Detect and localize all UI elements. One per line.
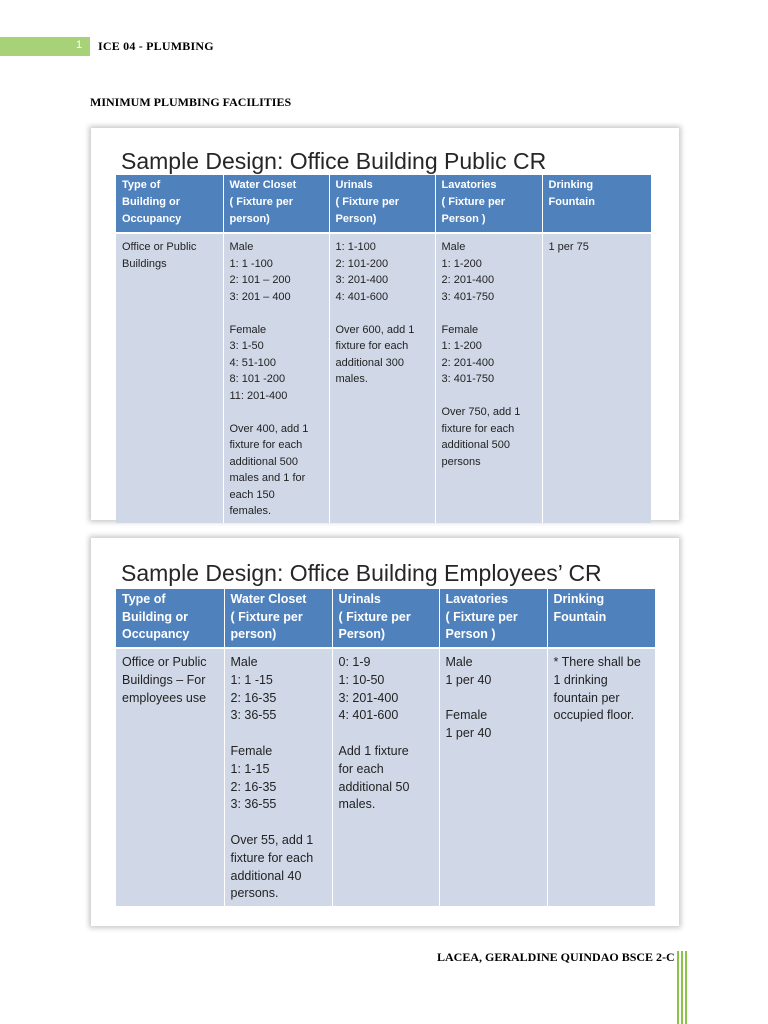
cell-lavatories: Male 1: 1-200 2: 201-400 3: 401-750 Female 1: 1-200 2: 201-400 3: 401-750 Over 750, add 1 fixture for each additional 500 persons	[435, 233, 542, 523]
cell-lavatories: Male 1 per 40 Female 1 per 40	[439, 648, 547, 906]
column-header-drinking-fountain: Drinking Fountain	[542, 175, 651, 233]
table-row	[116, 648, 655, 906]
slide-title: Sample Design: Office Building Public CR	[121, 148, 547, 174]
footer-divider	[681, 951, 683, 1024]
cell-water-closet: Male 1: 1 -100 2: 101 – 200 3: 201 – 400 Female 3: 1-50 4: 51-100 8: 101 -200 11: 201-400 Over 400, add 1 fixture for each additional 500 males and 1 for each 150 females.	[223, 233, 329, 523]
document-header-title: ICE 04 - PLUMBING	[98, 39, 214, 53]
cell-occupancy: Office or Public Buildings – For employees use	[116, 648, 224, 906]
cell-drinking-fountain: 1 per 75	[542, 233, 651, 523]
cell-urinals: 0: 1-9 1: 10-50 3: 201-400 4: 401-600 Add 1 fixture for each additional 50 males.	[332, 648, 439, 906]
column-header-drinking-fountain: Drinking Fountain	[547, 589, 655, 648]
slide-public-cr	[91, 128, 679, 520]
page-number: 1	[76, 39, 83, 51]
section-title: MINIMUM PLUMBING FACILITIES	[90, 95, 292, 109]
footer-author: LACEA, GERALDINE QUINDAO BSCE 2-C	[437, 950, 675, 964]
table-row	[116, 233, 651, 523]
column-header-occupancy: Type of Building or Occupancy	[116, 589, 224, 648]
column-header-water-closet: Water Closet ( Fixture per person)	[223, 175, 329, 233]
cell-occupancy: Office or Public Buildings	[116, 233, 223, 523]
footer-divider	[685, 951, 687, 1024]
slide-employees-cr	[91, 538, 679, 926]
column-header-water-closet: Water Closet ( Fixture per person)	[224, 589, 332, 648]
column-header-urinals: Urinals ( Fixture per Person)	[329, 175, 435, 233]
column-header-lavatories: Lavatories ( Fixture per Person )	[439, 589, 547, 648]
column-header-urinals: Urinals ( Fixture per Person)	[332, 589, 439, 648]
column-header-occupancy: Type of Building or Occupancy	[116, 175, 223, 233]
fixture-table	[116, 589, 655, 906]
cell-drinking-fountain: * There shall be 1 drinking fountain per occupied floor.	[547, 648, 655, 906]
fixture-table	[116, 175, 651, 523]
column-header-lavatories: Lavatories ( Fixture per Person )	[435, 175, 542, 233]
cell-urinals: 1: 1-100 2: 101-200 3: 201-400 4: 401-600 Over 600, add 1 fixture for each additional 300 males.	[329, 233, 435, 523]
footer-divider	[677, 951, 679, 1024]
table-header-row	[116, 589, 655, 648]
cell-water-closet: Male 1: 1 -15 2: 16-35 3: 36-55 Female 1: 1-15 2: 16-35 3: 36-55 Over 55, add 1 fixture for each additional 40 persons.	[224, 648, 332, 906]
table-header-row	[116, 175, 651, 233]
slide-title: Sample Design: Office Building Employees’ CR	[121, 560, 602, 586]
